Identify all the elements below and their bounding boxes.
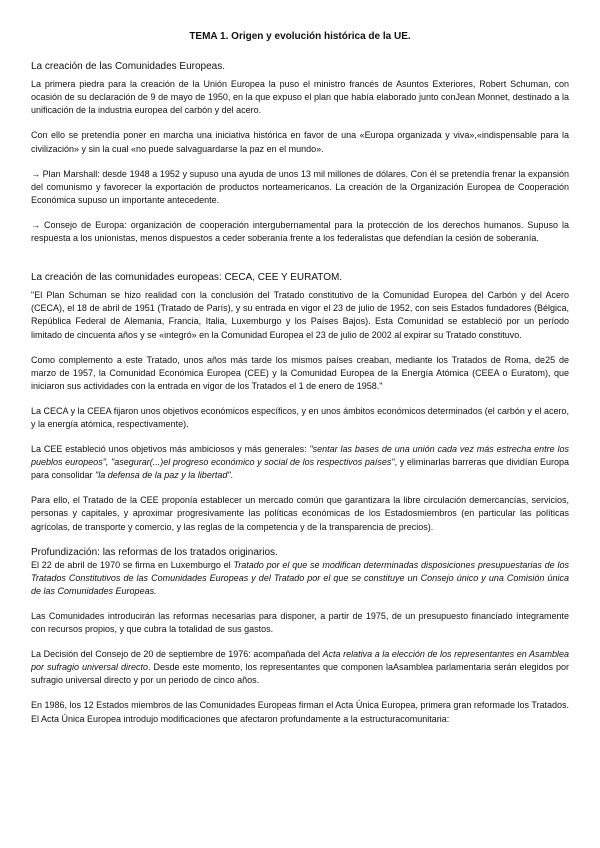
text-span: , y eliminarlas barreras que dividían Europa para consolidar <box>31 457 569 481</box>
spacer <box>31 257 569 271</box>
quote-span: "la defensa de la paz y la libertad" <box>95 470 231 481</box>
document-title: TEMA 1. Origen y evolución histórica de la UE. <box>189 31 411 42</box>
text-span: . <box>230 470 234 481</box>
act-title: Acta relativa a la elección de los representantes en Asamblea por sufragio universal directo <box>31 649 569 673</box>
treaty-title: Tratado por el que se modifican determinadas disposiciones presupuestarias de los Tratados Constitutivos de las Comunidades Europeas y del Tratado por el que se constituye un Consejo único y una Comisión única de las Comunidades Europeas. <box>31 559 569 596</box>
text-span: . Desde este momento, los representantes que componen laAsamblea parlamentaria serán elegidos por sufragio universal directo y por un periodo de cinco años. <box>31 662 569 686</box>
paragraph-cee-objetivos <box>31 443 569 482</box>
paragraph: Las Comunidades introducirán las reformas necesarias para disponer, a partir de 1975, de un presupuesto financiado íntegramente con recursos propios, y que cubra la totalidad de sus gastos. <box>31 611 569 635</box>
paragraph: Como complemento a este Tratado, unos años más tarde los mismos países creaban, mediante los Tratados de Roma, de25 de marzo de 1957, la Comunidad Económica Europea (CEE) y la Comunidad Europea de la Energía Atómica (CEEA o Euratom), que iniciaron sus actividades con la entrada en vigor de los Tratados el 1 de enero de 1958." <box>31 354 569 391</box>
paragraph-acta-unica: En 1986, los 12 Estados miembros de las Comunidades Europeas firman el Acta Única Europea, primera gran reformade los Tratados. El Acta Única Europea introdujo modificaciones que afectaron profundamente a la estructuracomunitaria: <box>31 700 569 724</box>
quote-span: "sentar las bases de una unión cada vez más estrecha entre los pueblos europeos", "asegurar(...)el progreso económico y social de los respectivos países" <box>31 444 569 468</box>
paragraph: La primera piedra para la creación de la Unión Europea la puso el ministro francés de Asuntos Exteriores, Robert Schuman, con ocasión de su declaración de 9 de mayo de 1950, en la que expuso el plan que había elaborado junto conJean Monnet, destinado a la unificación de la industria europea del carbón y del acero. <box>31 79 569 116</box>
text-span: El 22 de abril de 1970 se firma en Luxemburgo el <box>31 559 234 570</box>
section-heading-creacion: La creación de las Comunidades Europeas. <box>31 61 226 73</box>
paragraph-plan-marshall: → Plan Marshall: desde 1948 a 1952 y supuso una ayuda de unos 13 mil millones de dólares. Con él se pretendía frenar la expansión del comunismo y favorecer la exportación de productos norteamericanos. La creación de la Organización Europea de Cooperación Económica supuso un importante antecedente. <box>31 168 569 205</box>
text-span: La CEE estableció unos objetivos más ambiciosos y más generales: <box>31 444 310 455</box>
paragraph: La CECA y la CEEA fijaron unos objetivos económicos específicos, y en unos ámbitos económicos determinados (el carbón y el acero, y la energía atómica, respectivamente). <box>31 405 569 429</box>
section-heading-ceca-cee-euratom: La creación de las comunidades europeas: CECA, CEE Y EURATOM. <box>31 272 343 284</box>
section-heading-profundizacion: Profundización: las reformas de los tratados originarios. <box>31 546 278 558</box>
paragraph: Para ello, el Tratado de la CEE proponía establecer un mercado común que garantizara la libre circulación demercancías, servicios, personas y capitales, y aproximar progresivamente las políticas económicas de los Estadosmiembros (en particular las políticas agrícolas, de transporte y comercio, y las reglas de la competencia y de la transparencia de precios). <box>31 495 569 532</box>
paragraph-tratado-1970 <box>31 559 569 598</box>
text-span: La Decisión del Consejo de 20 de septiembre de 1976: acompañada del <box>31 649 323 660</box>
paragraph-decision-1976 <box>31 648 569 687</box>
paragraph-consejo-europa: → Consejo de Europa: organización de cooperación intergubernamental para la protección de los derechos humanos. Supuso la respuesta a los unionistas, menos dispuestos a ceder soberanía frente a los federalistas que defendían la cesión de soberanía. <box>31 219 569 244</box>
paragraph: "El Plan Schuman se hizo realidad con la conclusión del Tratado constitutivo de la Comunidad Europea del Carbón y del Acero (CECA), el 18 de abril de 1951 (Tratado de París), y su entrada en vigor el 23 de julio de 1952, con seis Estados fundadores (Bélgica, República Federal de Alemania, Francia, Italia, Luxemburgo y los Países Bajos). Esta Comunidad se estableció por un período limitado de cincuenta años y se «integró» en la Comunidad Europea el 23 de julio de 2002 al expirar su Tratado constituvo. <box>31 290 569 340</box>
paragraph: Con ello se pretendía poner en marcha una iniciativa histórica en favor de una «Europa organizada y viva»,«indispensable para la civilización» y sin la cual «no puede salvaguardarse la paz en el mundo». <box>31 130 569 154</box>
